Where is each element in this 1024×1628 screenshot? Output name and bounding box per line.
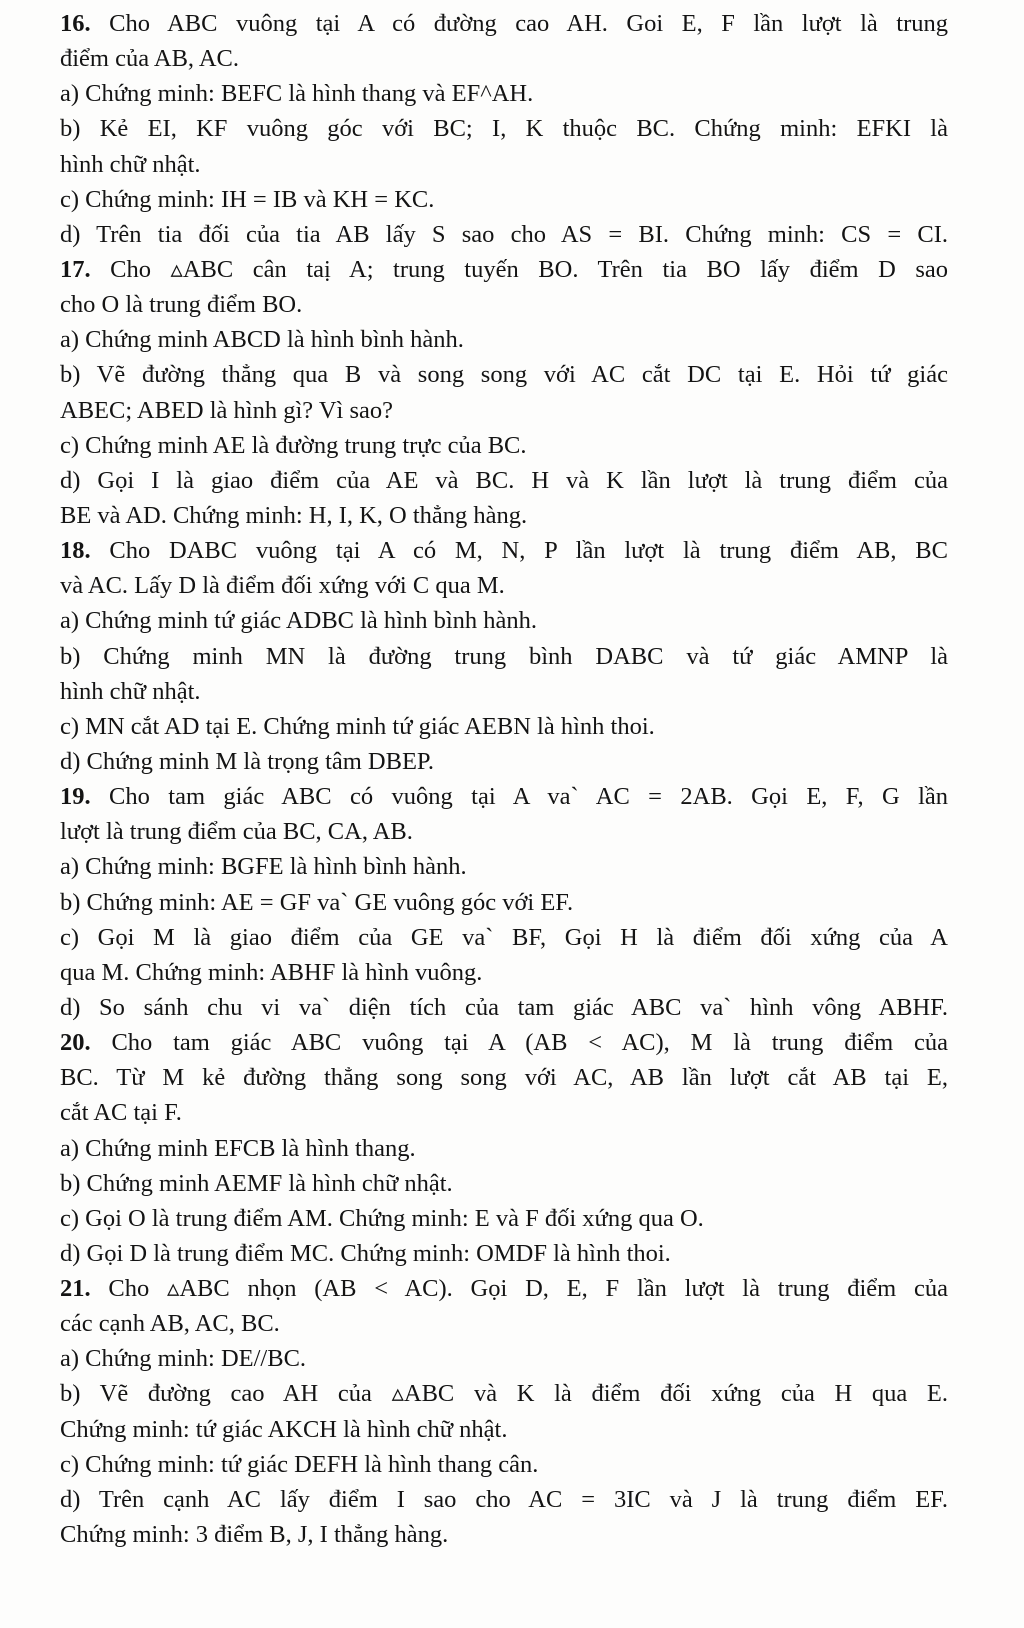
problem-number: 17. <box>60 255 91 283</box>
problem-18-part-d: d) Chứng minh M là trọng tâm DBEP. <box>60 747 434 775</box>
problem-20-line-3: cắt AC tại F. <box>60 1099 182 1127</box>
problem-21-part-b: b) Vẽ đường cao AH của ▵ABC và K là điểm đối xứng của H qua E. <box>60 1380 948 1408</box>
problem-16-part-a: a) Chứng minh: BEFC là hình thang và EF^AH. <box>60 80 534 108</box>
problem-16-part-b-cont: hình chữ nhật. <box>60 150 201 178</box>
problem-number: 21. <box>60 1275 91 1303</box>
problem-18-part-b-cont: hình chữ nhật. <box>60 677 201 705</box>
problem-19-line-2: lượt là trung điểm của BC, CA, AB. <box>60 818 413 846</box>
problem-16-line-2: điểm của AB, AC. <box>60 45 239 73</box>
problem-18-part-b: b) Chứng minh MN là đường trung bình DABC và tứ giác AMNP là <box>60 642 948 670</box>
problem-19-part-c: c) Gọi M là giao điểm của GE va` BF, Gọi H là điểm đối xứng của A <box>60 923 948 951</box>
problem-17-part-b: b) Vẽ đường thẳng qua B và song song với AC cắt DC tại E. Hỏi tứ giác <box>60 361 948 389</box>
problem-18-line-1: 18. Cho DABC vuông tại A có M, N, P lần lượt là trung điểm AB, BC <box>60 537 948 565</box>
problem-20-part-c: c) Gọi O là trung điểm AM. Chứng minh: E và F đối xứng qua O. <box>60 1204 704 1232</box>
problem-number: 18. <box>60 537 91 565</box>
problem-18-part-a: a) Chứng minh tứ giác ADBC là hình bình hành. <box>60 607 538 635</box>
problem-17-part-d: d) Gọi I là giao điểm của AE và BC. H và K lần lượt là trung điểm của <box>60 466 948 494</box>
exercise-list <box>60 6 948 1552</box>
problem-21-part-d: d) Trên cạnh AC lấy điểm I sao cho AC = 3IC và J là trung điểm EF. <box>60 1485 948 1513</box>
problem-16-part-d: d) Trên tia đối của tia AB lấy S sao cho AS = BI. Chứng minh: CS = CI. <box>60 220 948 248</box>
problem-20-part-b: b) Chứng minh AEMF là hình chữ nhật. <box>60 1169 453 1197</box>
problem-17-line-1: 17. Cho ▵ABC cân taị A; trung tuyến BO. Trên tia BO lấy điểm D sao <box>60 255 948 283</box>
problem-19-part-c-cont: qua M. Chứng minh: ABHF là hình vuông. <box>60 958 483 986</box>
problem-21-part-c: c) Chứng minh: tứ giác DEFH là hình thang cân. <box>60 1450 539 1478</box>
problem-20-part-d: d) Gọi D là trung điểm MC. Chứng minh: OMDF là hình thoi. <box>60 1239 671 1267</box>
problem-17-line-2: cho O là trung điểm BO. <box>60 291 303 319</box>
problem-18-part-c: c) MN cắt AD tại E. Chứng minh tứ giác AEBN là hình thoi. <box>60 712 655 740</box>
problem-20-line-2: BC. Từ M kẻ đường thẳng song song với AC, AB lần lượt cắt AB tại E, <box>60 1064 948 1092</box>
problem-19-part-b: b) Chứng minh: AE = GF va` GE vuông góc với EF. <box>60 888 574 916</box>
problem-17-part-a: a) Chứng minh ABCD là hình bình hành. <box>60 326 464 354</box>
problem-20-part-a: a) Chứng minh EFCB là hình thang. <box>60 1134 416 1162</box>
problem-21-line-2: các cạnh AB, AC, BC. <box>60 1310 280 1338</box>
problem-16-part-c: c) Chứng minh: IH = IB và KH = KC. <box>60 185 435 213</box>
problem-19-part-d: d) So sánh chu vi va` diện tích của tam giác ABC va` hình vông ABHF. <box>60 993 948 1021</box>
problem-number: 16. <box>60 10 91 37</box>
problem-21-part-a: a) Chứng minh: DE//BC. <box>60 1345 307 1373</box>
problem-16-line-1: 16. Cho ABC vuông tại A có đường cao AH. Goi E, F lần lượt là trung <box>60 10 948 37</box>
problem-number: 20. <box>60 1029 91 1057</box>
problem-number: 19. <box>60 783 91 811</box>
problem-21-part-b-cont: Chứng minh: tứ giác AKCH là hình chữ nhật. <box>60 1415 508 1443</box>
problem-17-part-c: c) Chứng minh AE là đường trung trực của BC. <box>60 431 527 459</box>
problem-19-part-a: a) Chứng minh: BGFE là hình bình hành. <box>60 853 467 881</box>
problem-19-line-1: 19. Cho tam giác ABC có vuông tại A va` AC = 2AB. Gọi E, F, G lần <box>60 783 948 811</box>
problem-21-line-1: 21. Cho ▵ABC nhọn (AB < AC). Gọi D, E, F lần lượt là trung điểm của <box>60 1275 948 1303</box>
problem-20-line-1: 20. Cho tam giác ABC vuông tại A (AB < AC), M là trung điểm của <box>60 1029 948 1057</box>
problem-16-part-b: b) Kẻ EI, KF vuông góc với BC; I, K thuộc BC. Chứng minh: EFKI là <box>60 115 948 143</box>
problem-17-part-b-cont: ABEC; ABED là hình gì? Vì sao? <box>60 396 393 424</box>
problem-17-part-d-cont: BE và AD. Chứng minh: H, I, K, O thẳng hàng. <box>60 501 528 529</box>
problem-21-part-d-cont: Chứng minh: 3 điểm B, J, I thẳng hàng. <box>60 1521 449 1549</box>
problem-18-line-2: và AC. Lấy D là điểm đối xứng với C qua M. <box>60 572 505 600</box>
